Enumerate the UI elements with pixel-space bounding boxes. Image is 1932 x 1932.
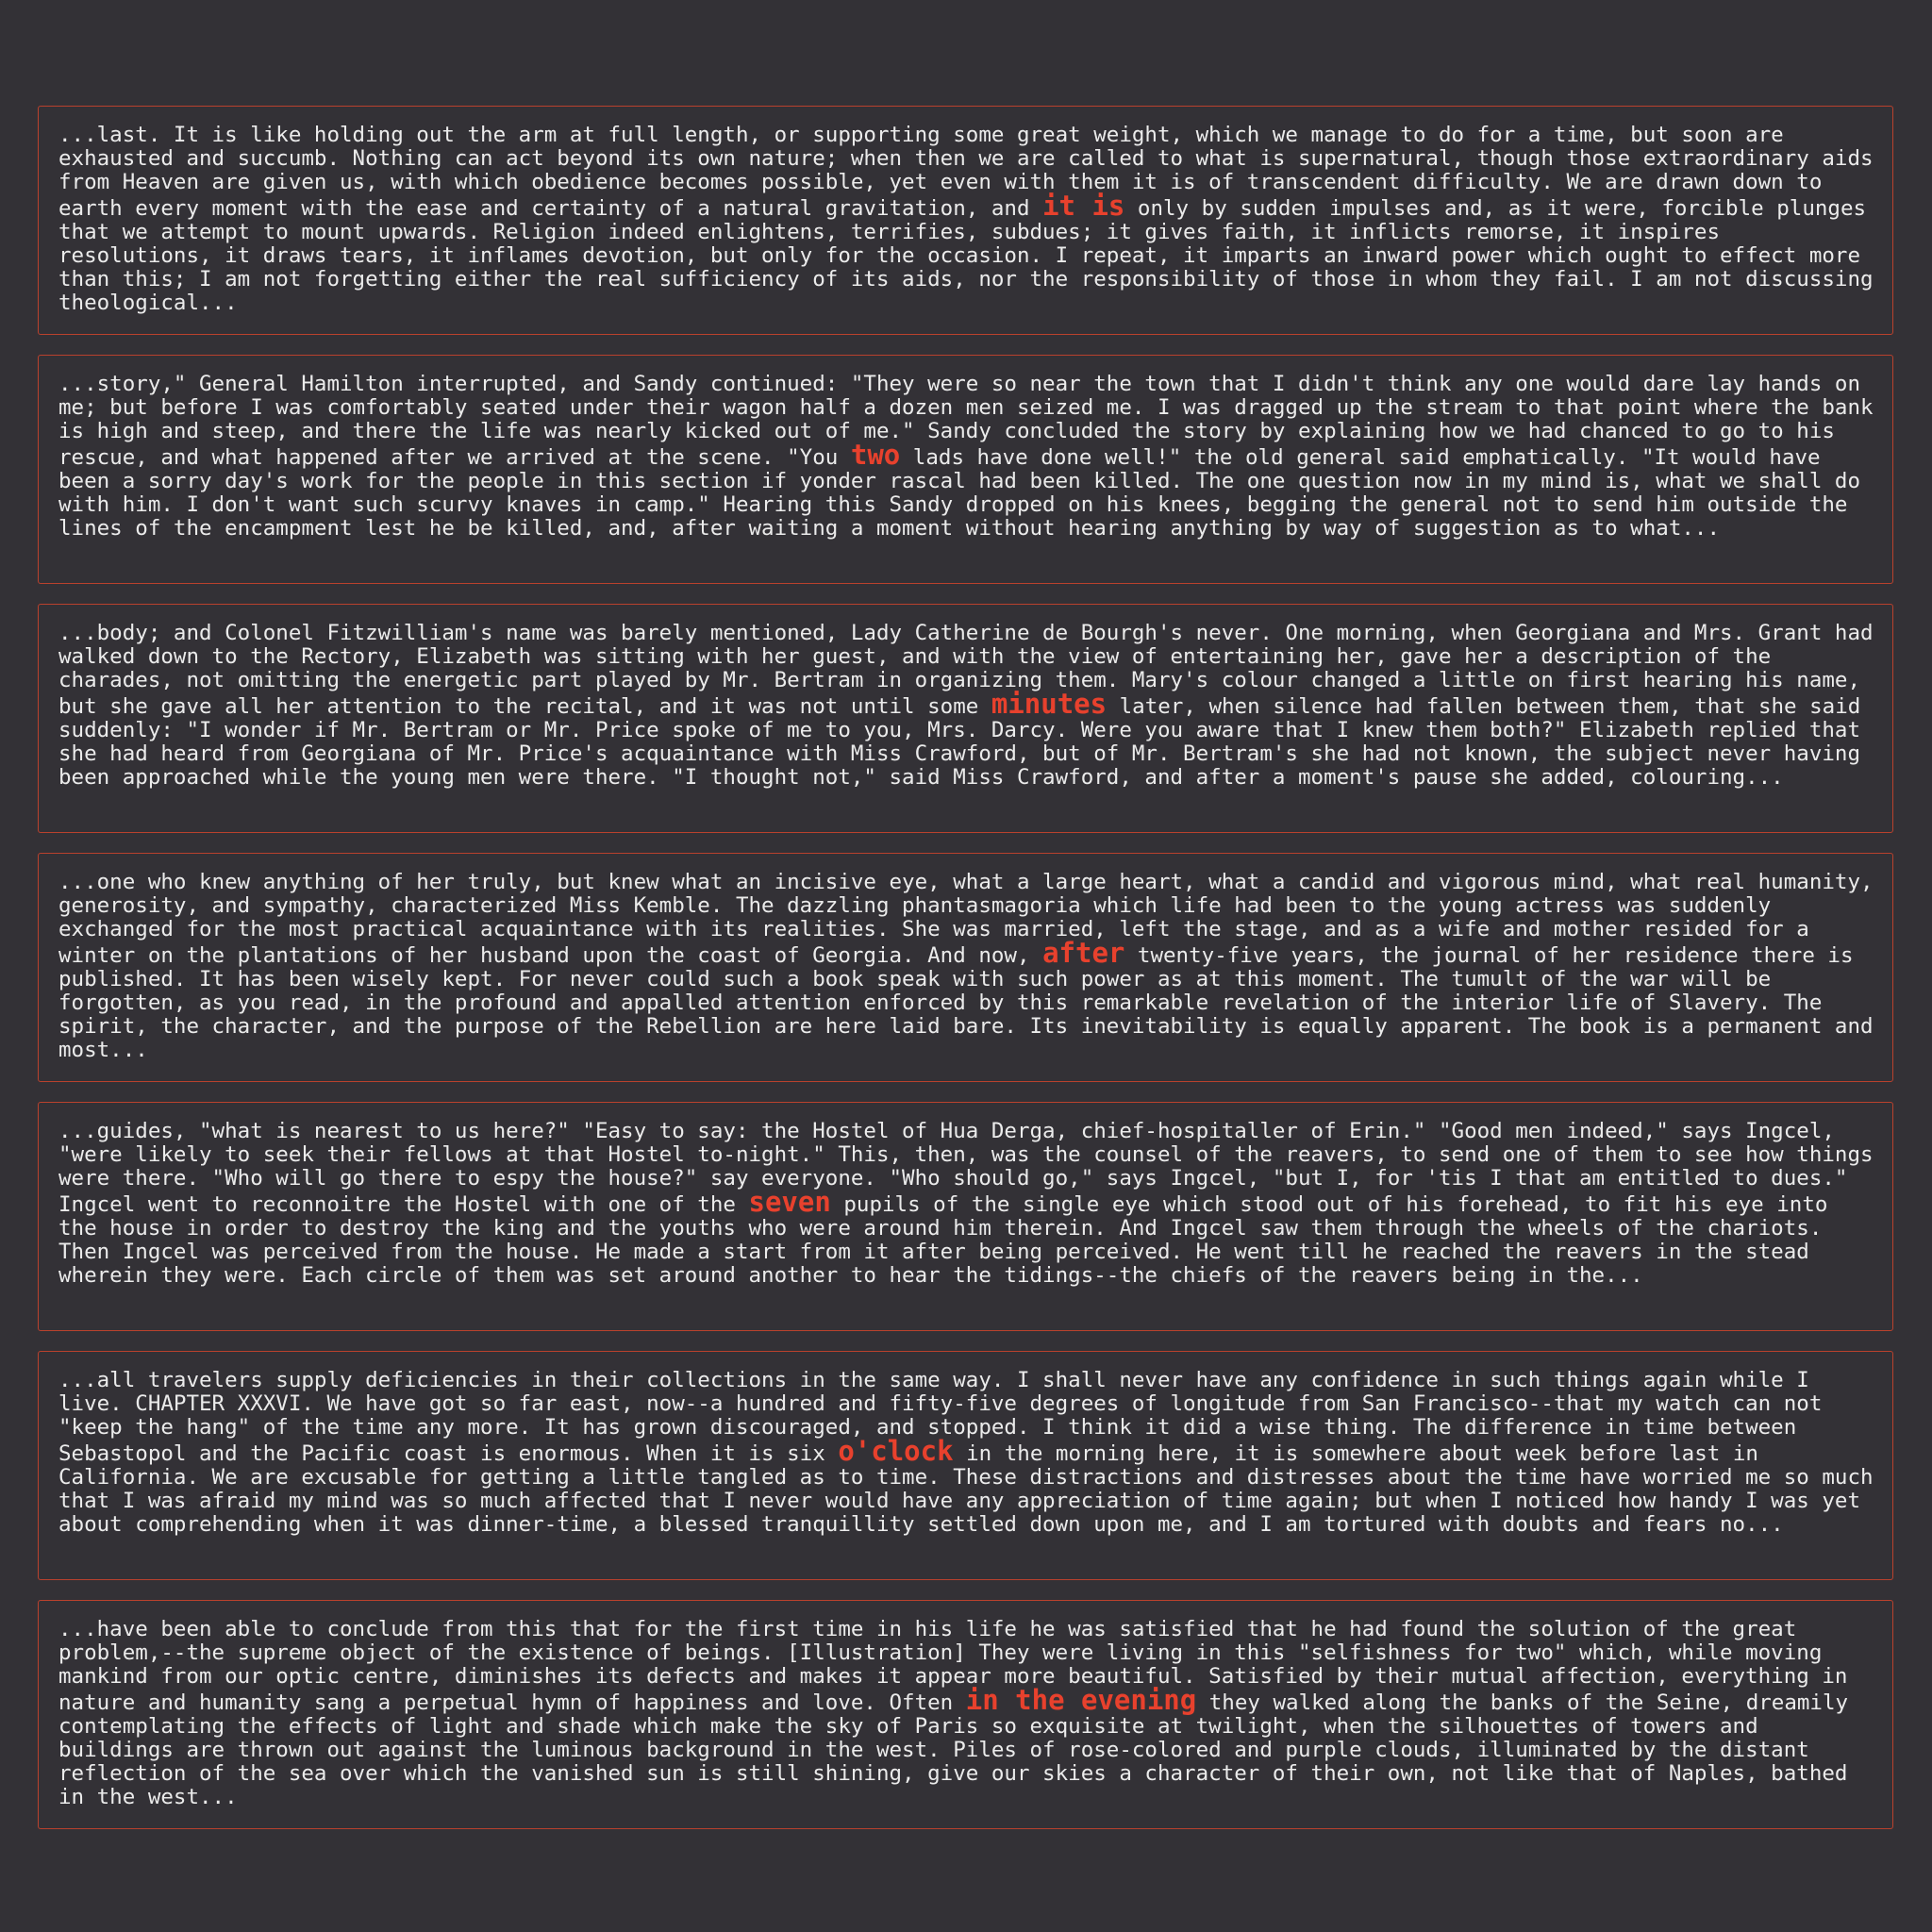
passage-text-after: later, when silence had fallen between them, that she said suddenly: "I wonder if Mr. Bertram or Mr. Price spoke of me to you, Mrs. Darcy. Were you aware that I knew them both?" Elizabeth replied that she had heard from Georgiana of Mr. Price's acquaintance with Miss Crawford, but of Mr. Bertram's she had not known, the subject never having been approached while the young men were there. "I thought not," said Miss Crawford, and after a moment's pause she added, colouring... — [58, 694, 1861, 790]
highlighted-phrase: seven — [748, 1186, 831, 1218]
passage-text-after: pupils of the single eye which stood out of his forehead, to fit his eye into the house in order to destroy the king and the youths who were around him therein. And Ingcel saw them through the wheels of the chariots. Then Ingcel was perceived from the house. He made a start from it after being perceived. He went till he reached the reavers in the stead wherein they were. Each circle of them was set around another to hear the tidings--the chiefs of the reavers being in the... — [58, 1192, 1828, 1288]
passage-text-before: ...all travelers supply deficiencies in their collections in the same way. I shall never have any confidence in such things again while I live. CHAPTER XXXVI. We have got so far east, now--a hundred and fifty-five degrees of longitude from San Francisco--that my watch can not "keep the hang" of the time any more. It has grown discouraged, and stopped. I think it did a wise thing. The difference in time between Sebastopol and the Pacific coast is enormous. When it is six — [58, 1368, 1823, 1466]
passage-card — [38, 604, 1893, 833]
highlighted-phrase: o'clock — [838, 1435, 954, 1467]
highlighted-phrase: it is — [1042, 190, 1125, 222]
highlighted-phrase: two — [850, 439, 901, 471]
passage-text-after: twenty-five years, the journal of her residence there is published. It has been wisely kept. For never could such a book speak with such power as at this moment. The tumult of the war will be forgotten, as you read, in the profound and appalled attention enforced by this remarkable revelation of the interior life of Slavery. The spirit, the character, and the purpose of the Rebellion are here laid bare. Its inevitability is equally apparent. The book is a permanent and most... — [58, 943, 1874, 1062]
passage-text-before: ...guides, "what is nearest to us here?" "Easy to say: the Hostel of Hua Derga, chief-hospitaller of Erin." "Good men indeed," says Ingcel, "were likely to seek their fellows at that Hostel to-night." This, then, was the counsel of the reavers, to send one of them to see how things were there. "Who will go there to espy the house?" say everyone. "Who should go," says Ingcel, "but I, for 'tis I that am entitled to dues." Ingcel went to reconnoitre the Hostel with one of the — [58, 1119, 1874, 1217]
passage-text-after: they walked along the banks of the Seine, dreamily contemplating the effects of light and shade which make the sky of Paris so exquisite at twilight, when the silhouettes of towers and buildings are thrown out against the luminous background in the west. Piles of rose-colored and purple clouds, illuminated by the distant reflection of the sea over which the vanished sun is still shining, give our skies a character of their own, not like that of Naples, bathed in the west... — [58, 1690, 1849, 1809]
passage-text-before: ...story," General Hamilton interrupted, and Sandy continued: "They were so near the town that I didn't think any one would dare lay hands on me; but before I was comfortably seated under their wagon half a dozen men seized me. I was dragged up the stream to that point where the bank is high and steep, and there the life was nearly kicked out of me." Sandy concluded the story by explaining how we had chanced to go to his rescue, and what happened after we arrived at the scene. "You — [58, 372, 1874, 470]
passage-card — [38, 853, 1893, 1082]
passage-text-after: lads have done well!" the old general said emphatically. "It would have been a sorry day's work for the people in this section if yonder rascal had been killed. The one question now in my mind is, what we shall do with him. I don't want such scurvy knaves in camp." Hearing this Sandy dropped on his knees, begging the general not to send him outside the lines of the encampment lest he be killed, and, after waiting a moment without hearing anything by way of suggestion as to what... — [58, 445, 1861, 541]
passage-card — [38, 1351, 1893, 1580]
highlighted-phrase: minutes — [991, 688, 1108, 720]
passage-text-before: ...body; and Colonel Fitzwilliam's name was barely mentioned, Lady Catherine de Bourgh's never. One morning, when Georgiana and Mrs. Grant had walked down to the Rectory, Elizabeth was sitting with her guest, and with the view of entertaining her, gave her a description of the charades, not omitting the energetic part played by Mr. Bertram in organizing them. Mary's colour changed a little on first hearing his name, but she gave all her attention to the recital, and it was not until some — [58, 621, 1874, 719]
highlighted-phrase: after — [1042, 937, 1125, 969]
passage-text-before: ...last. It is like holding out the arm at full length, or supporting some great weight, which we manage to do for a time, but soon are exhausted and succumb. Nothing can act beyond its own nature; when then we are called to what is supernatural, though those extraordinary aids from Heaven are given us, with which obedience becomes possible, yet even with them it is of transcendent difficulty. We are drawn down to earth every moment with the ease and certainty of a natural gravitation, and — [58, 123, 1874, 221]
passage-text-after: only by sudden impulses and, as it were, forcible plunges that we attempt to mount upwards. Religion indeed enlightens, terrifies, subdues; it gives faith, it inflicts remorse, it inspires resolutions, it draws tears, it inflames devotion, but only for the occasion. I repeat, it imparts an inward power which ought to effect more than this; I am not forgetting either the real sufficiency of its aids, nor the responsibility of those in whom they fail. I am not discussing theological... — [58, 196, 1874, 315]
passage-text — [58, 1618, 1874, 1809]
passage-list — [38, 106, 1893, 1849]
passage-text — [58, 373, 1874, 541]
highlighted-phrase: in the evening — [965, 1684, 1197, 1716]
passage-text — [58, 871, 1874, 1062]
passage-text — [58, 622, 1874, 790]
passage-card — [38, 106, 1893, 335]
passage-text-before: ...have been able to conclude from this that for the first time in his life he was satisfied that he had found the solution of the great problem,--the supreme object of the existence of beings. [Illustration] They were living in this "selfishness for two" which, while moving mankind from our optic centre, diminishes its defects and makes it appear more beautiful. Satisfied by their mutual affection, everything in nature and humanity sang a perpetual hymn of happiness and love. Often — [58, 1617, 1848, 1715]
passage-text-after: in the morning here, it is somewhere about week before last in California. We are excusable for getting a little tangled as to time. These distractions and distresses about the time have worried me so much that I was afraid my mind was so much affected that I never would have any appreciation of time again; but when I noticed how handy I was yet about comprehending when it was dinner-time, a blessed tranquillity settled down upon me, and I am tortured with doubts and fears no... — [58, 1441, 1874, 1537]
passage-text-before: ...one who knew anything of her truly, but knew what an incisive eye, what a large heart, what a candid and vigorous mind, what real humanity, generosity, and sympathy, characterized Miss Kemble. The dazzling phantasmagoria which life had been to the young actress was suddenly exchanged for the most practical acquaintance with its realities. She was married, left the stage, and as a wife and mother resided for a winter on the plantations of her husband upon the coast of Georgia. And now, — [58, 870, 1874, 968]
passage-card — [38, 1102, 1893, 1331]
passage-text — [58, 124, 1874, 315]
passage-card — [38, 355, 1893, 584]
passage-card — [38, 1600, 1893, 1829]
passage-text — [58, 1369, 1874, 1537]
passage-text — [58, 1120, 1874, 1288]
